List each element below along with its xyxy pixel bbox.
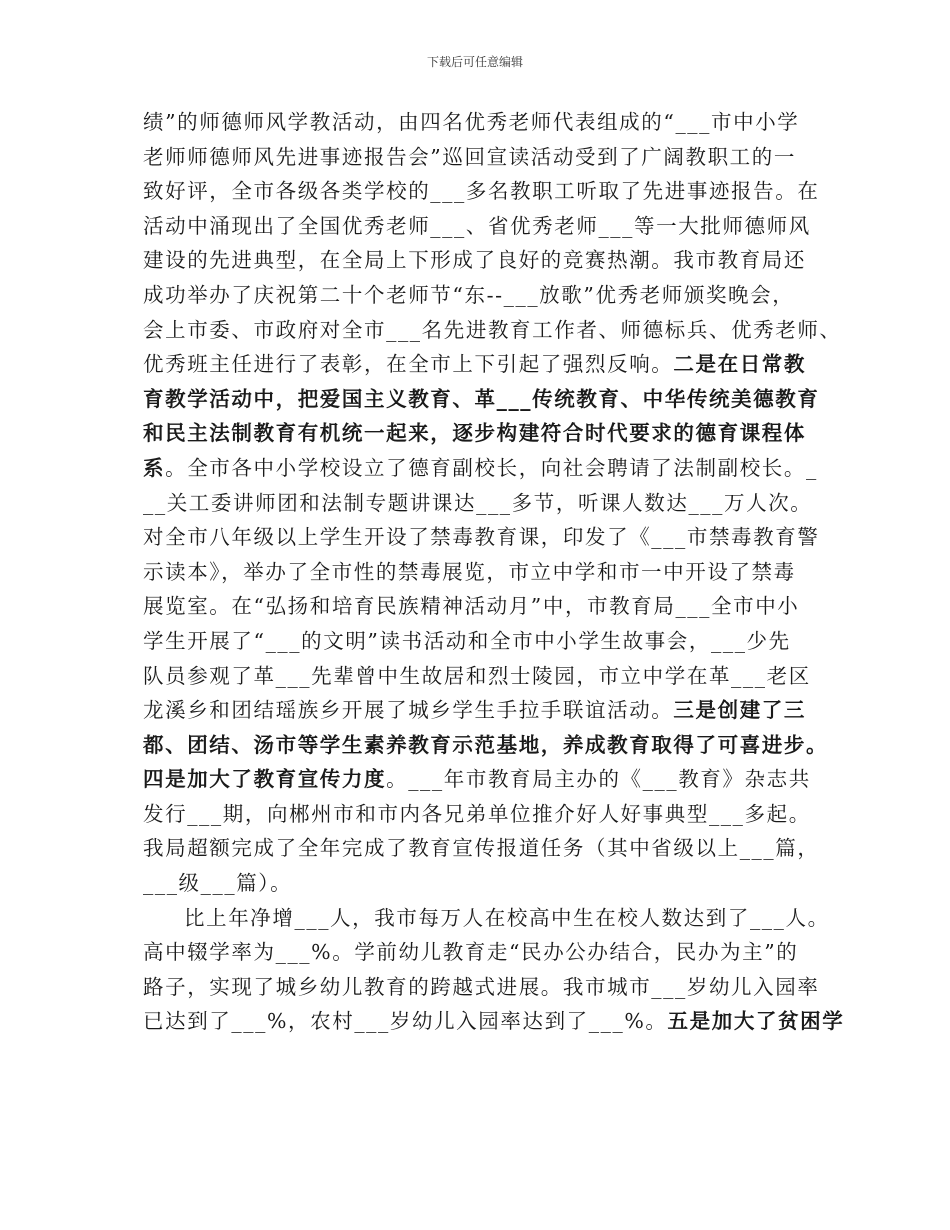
text-line: 致好评，全市各级各类学校的___多名教职工听取了先进事迹报告。在 — [143, 179, 820, 204]
text-line: 建设的先进典型，在全局上下形成了良好的竞赛热潮。我市教育局还 — [143, 248, 806, 273]
bold-heading-text: 育教学活动中，把爱国主义教育、革___传统教育、中华传统美德教育 — [143, 386, 820, 411]
bold-heading-text: 系 — [143, 455, 166, 480]
text-line — [143, 382, 823, 417]
text-line: 老师师德师风先进事迹报告会”巡回宣读活动受到了广阔教职工的一 — [143, 144, 796, 169]
bold-heading-text: 二是在日常教 — [673, 352, 807, 377]
text-line: 队员参观了革___先辈曾中生故居和烈士陵园，市立中学在革___老区 — [143, 663, 811, 688]
bold-heading-text: 三是创建了三 — [673, 698, 807, 723]
text-line — [143, 728, 829, 763]
text-line: 发行___期，向郴州市和市内各兄弟单位推介好人好事典型___多起。 — [143, 801, 811, 826]
bold-heading-text: 五是加大了贫困学 — [667, 1009, 845, 1034]
document-body — [143, 105, 845, 1039]
text-line: 对全市八年级以上学生开设了禁毒教育课，印发了《___市禁毒教育警 — [143, 525, 820, 550]
page-header: 下载后可任意编辑 — [426, 55, 523, 69]
text-line: 绩”的师德师风学教活动，由四名优秀老师代表组成的“___市中小学 — [143, 110, 800, 134]
text-line: 四是加大了教育宣传力度。___年市教育局主办的《___教育》杂志共 — [143, 767, 811, 792]
bold-heading-text: 都、团结、汤市等学生素养教育示范基地，养成教育取得了可喜进步。 — [143, 732, 829, 757]
text-line: __关工委讲师团和法制专题讲课达___多节，听课人数达___万人次。 — [143, 490, 813, 515]
text-line: 系。全市各中小学校设立了德育副校长，向社会聘请了法制副校长。_ — [143, 455, 818, 480]
text-line: 路子，实现了城乡幼儿教育的跨越式进展。我市城市___岁幼儿入园率 — [143, 974, 820, 999]
paragraph-start-line: 比上年净增___人，我市每万人在校高中生在校人数达到了___人。 — [184, 905, 830, 930]
text-line: 已达到了___%，农村___岁幼儿入园率达到了___%。五是加大了贫困学 — [143, 1009, 845, 1034]
text-line: 高中辍学率为___%。学前幼儿教育走“民办公办结合，民办为主”的 — [143, 940, 799, 965]
bold-heading-text: 四是加大了教育宣传力度 — [143, 767, 387, 792]
text-line: ___级___篇）。 — [143, 871, 293, 896]
text-line: 优秀班主任进行了表彰，在全市上下引起了强烈反响。二是在日常教 — [143, 352, 807, 377]
text-line: 展览室。在“弘扬和培育民族精神活动月”中，市教育局___全市中小 — [143, 594, 800, 619]
text-line: 会上市委、市政府对全市___名先进教育工作者、师德标兵、优秀老师、 — [143, 317, 842, 342]
text-line — [143, 416, 823, 451]
text-line: 学生开展了“___的文明”读书活动和全市中小学生故事会，___少先 — [143, 628, 791, 653]
text-line: 龙溪乡和团结瑶族乡开展了城乡学生手拉手联谊活动。三是创建了三 — [143, 698, 807, 723]
text-line: 示读本》，举办了全市性的禁毒展览，市立中学和市一中开设了禁毒 — [143, 559, 796, 584]
text-line: 成功举办了庆祝第二十个老师节“东--___放歌”优秀老师颁奖晚会， — [143, 282, 795, 307]
text-line: 活动中涌现出了全国优秀老师___、省优秀老师___等一大批师德师风 — [143, 213, 811, 238]
bold-heading-text: 和民主法制教育有机统一起来，逐步构建符合时代要求的德育课程体 — [143, 421, 806, 446]
text-line: 我局超额完成了全年完成了教育宣传报道任务（其中省级以上___篇， — [143, 836, 820, 861]
